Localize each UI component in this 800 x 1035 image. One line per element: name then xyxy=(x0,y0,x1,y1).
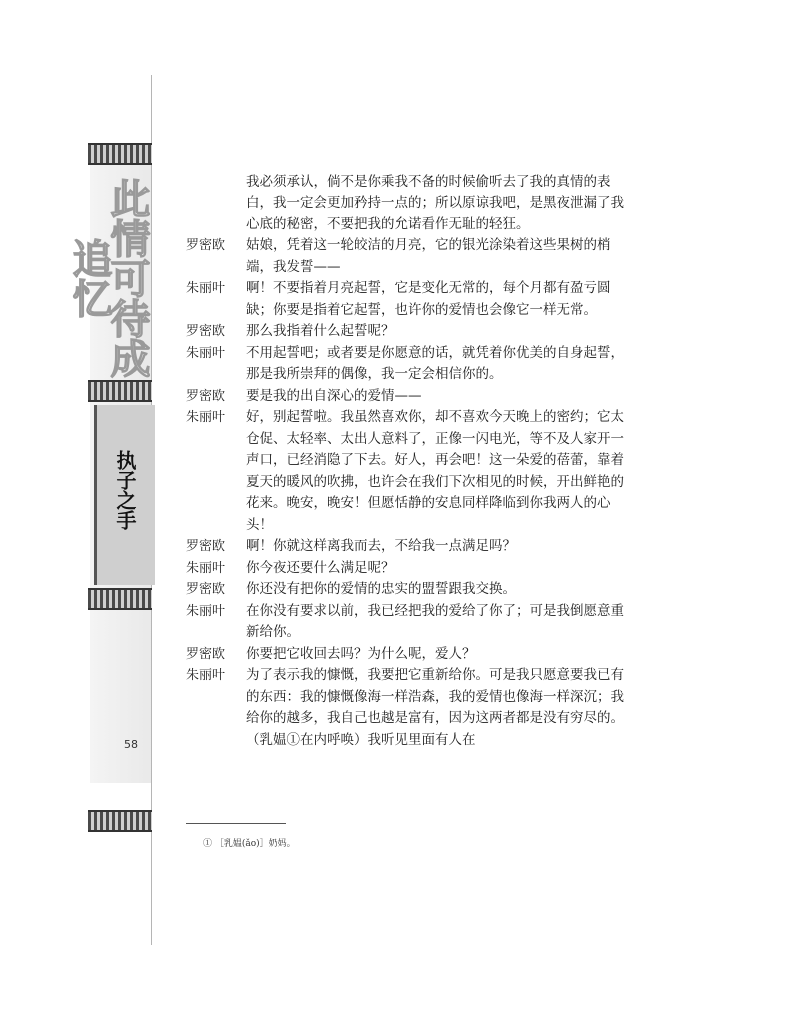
speaker-name: 朱丽叶 xyxy=(186,345,226,361)
speaker-name: 朱丽叶 xyxy=(186,668,226,683)
speech-text: 姑娘，凭着这一轮皎洁的月亮，它的银光涂染着这些果树的梢端，我发誓—— xyxy=(246,237,611,275)
series-title: 此情可待成追忆 xyxy=(66,178,151,378)
speaker-name: 朱丽叶 xyxy=(186,603,226,619)
ornament-border xyxy=(88,588,152,610)
dialogue-line xyxy=(186,536,626,558)
intro-paragraph: 我必须承认，倘不是你乘我不备的时候偷听去了我的真情的表白，我一定会更加矜持一点的；所以原谅我吧，是黑夜泄漏了我心底的秘密，不要把我的允诺看作无耻的轻狂。 xyxy=(246,174,624,232)
dialogue-line xyxy=(186,558,626,580)
speaker-name: 罗密欧 xyxy=(186,324,226,339)
dialogue-line xyxy=(186,644,626,666)
ornament-border xyxy=(88,143,152,165)
dialogue-line xyxy=(186,278,626,321)
speech-text: 你今夜还要什么满足呢？ xyxy=(246,559,395,576)
dialogue-line xyxy=(186,386,626,408)
dialogue-line xyxy=(186,665,626,751)
dialogue-line xyxy=(186,343,626,386)
footnote: ① ［乳媪(ǎo)］奶妈。 xyxy=(203,839,296,849)
speaker-name: 罗密欧 xyxy=(186,646,226,662)
speech-text: 你要把它收回去吗？为什么呢，爱人？ xyxy=(246,645,476,662)
speech-text: 好，别起誓啦。我虽然喜欢你，却不喜欢今天晚上的密约；它太仓促、太轻率、太出人意料了，正像一闪电光，等不及人家开一声口，已经消隐了下去。好人，再会吧！这一朵爱的蓓蕾，靠着夏天的暖风的吹拂，也许会在我们下次相见的时候，开出鲜艳的花来。晚安，晚安！但愿恬静的安息同样降临到你我两人的心头！ xyxy=(246,409,624,533)
speaker-name: 罗密欧 xyxy=(186,238,226,253)
page-number: 58 xyxy=(124,738,138,751)
speaker-name: 朱丽叶 xyxy=(186,281,226,296)
speech-text: 在你没有要求以前，我已经把我的爱给了你了；可是我倒愿意重新给你。 xyxy=(246,602,624,640)
dialogue-list xyxy=(186,235,626,751)
speaker-name: 罗密欧 xyxy=(186,539,226,554)
speaker-name: 罗密欧 xyxy=(186,388,226,404)
dialogue-line xyxy=(186,601,626,644)
speech-text: 啊！你就这样离我而去，不给我一点满足吗？ xyxy=(246,538,516,554)
speech-text: 啊！不要指着月亮起誓，它是变化无常的，每个月都有盈亏圆缺；你要是指着它起誓，也许你的爱情也会像它一样无常。 xyxy=(246,280,611,318)
dialogue-line xyxy=(186,235,626,278)
dialogue-line xyxy=(186,321,626,343)
speaker-name: 朱丽叶 xyxy=(186,410,226,425)
speech-text: 不用起誓吧；或者要是你愿意的话，就凭着你优美的自身起誓，那是我所崇拜的偶像，我一定会相信你的。 xyxy=(246,344,624,382)
chapter-title: 执子之手 xyxy=(113,450,137,530)
speech-text: 你还没有把你的爱情的忠实的盟誓跟我交换。 xyxy=(246,581,516,597)
dialogue-line xyxy=(186,579,626,601)
speech-text: 要是我的出自深心的爱情—— xyxy=(246,387,422,404)
speech-text: 为了表示我的慷慨，我要把它重新给你。可是我只愿意要我已有的东西：我的慷慨像海一样浩森，我的爱情也像海一样深沉；我给你的越多，我自己也越是富有，因为这两者都是没有穷尽的。（乳媪①在内呼唤）我听见里面有人在 xyxy=(246,667,624,748)
speaker-name: 朱丽叶 xyxy=(186,560,226,576)
footnote-rule xyxy=(186,823,286,824)
main-text xyxy=(186,172,626,751)
speaker-name: 罗密欧 xyxy=(186,582,226,597)
speech-text: 那么我指着什么起誓呢？ xyxy=(246,323,395,339)
dialogue-line xyxy=(186,407,626,536)
ornament-border xyxy=(88,810,152,832)
